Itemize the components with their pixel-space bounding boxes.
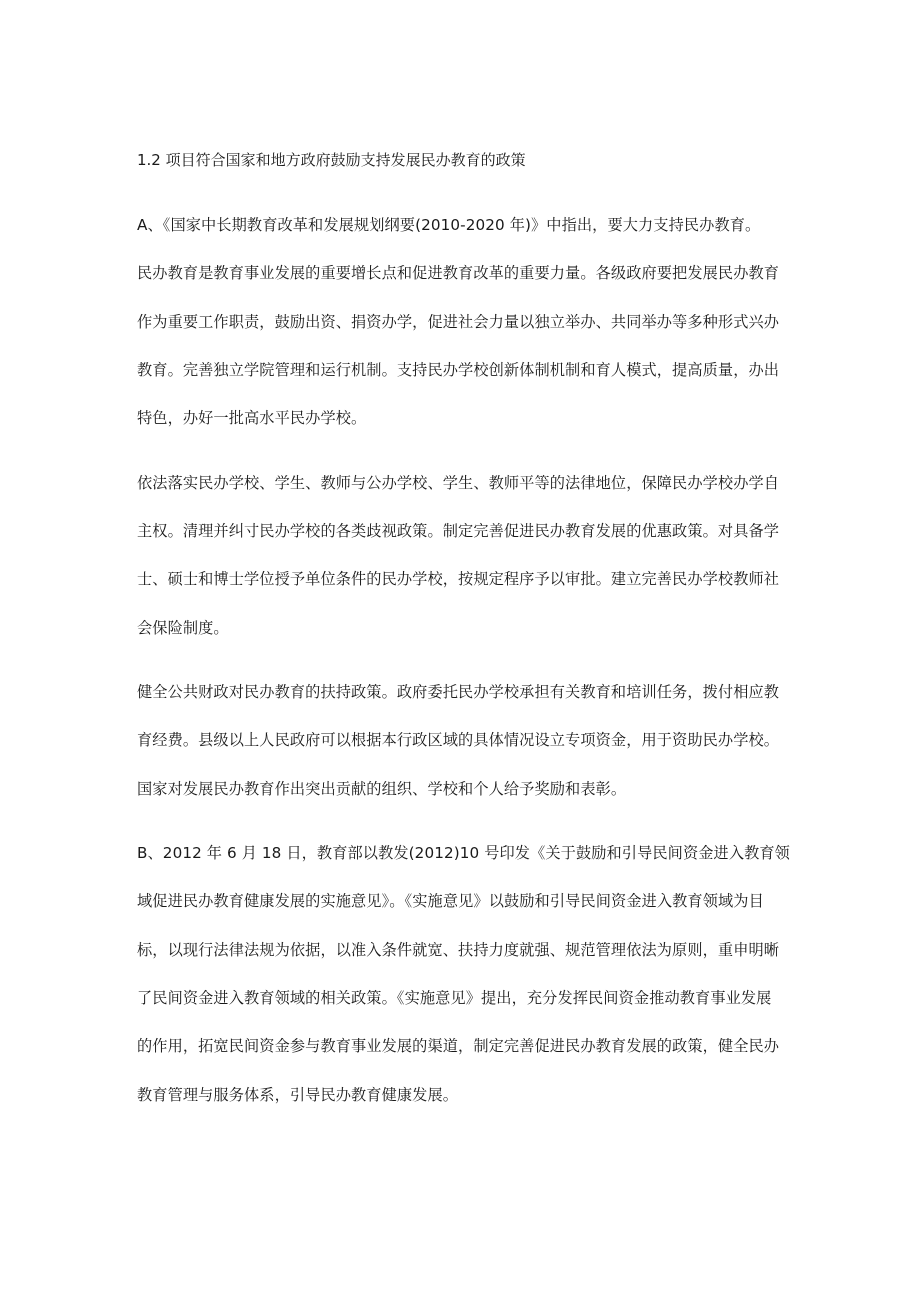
- section-b-line: 的作用，拓宽民间资金参与教育事业发展的渠道，制定完善促进民办教育发展的政策，健全民办: [137, 1037, 780, 1055]
- paragraph-line: 民办教育是教育事业发展的重要增长点和促进教育改革的重要力量。各级政府要把发展民办教育: [137, 264, 780, 282]
- paragraph-line: 主权。清理并纠寸民办学校的各类歧视政策。制定完善促进民办教育发展的优惠政策。对具备学: [137, 522, 780, 540]
- paragraph-line: 健全公共财政对民办教育的扶持政策。政府委托民办学校承担有关教育和培训任务，拨付相应教: [137, 683, 780, 701]
- section-b-line: B、2012 年 6 月 18 日，教育部以教发(2012)10 号印发《关于鼓励和引导民间资金进入教育领: [137, 844, 790, 862]
- section-b-line: 了民间资金进入教育领域的相关政策。《实施意见》提出，充分发挥民间资金推动教育事业发展: [137, 989, 772, 1007]
- paragraph-line: 特色，办好一批高水平民办学校。: [137, 409, 367, 427]
- section-b-line: 教育管理与服务体系，引导民办教育健康发展。: [137, 1086, 459, 1104]
- paragraph-line: 教育。完善独立学院管理和运行机制。支持民办学校创新体制机制和育人模式，提高质量，办出: [137, 361, 780, 379]
- section-b-line: 标，以现行法律法规为依据，以准入条件就宽、扶持力度就强、规范管理依法为原则，重申明晰: [137, 941, 780, 959]
- paragraph-line: 作为重要工作职责，鼓励出资、捐资办学，促进社会力量以独立举办、共同举办等多种形式兴办: [137, 313, 780, 331]
- section-b-line: 域促进民办教育健康发展的实施意见》。《实施意见》以鼓励和引导民间资金进入教育领域为目: [137, 892, 764, 910]
- section-heading: 1.2 项目符合国家和地方政府鼓励支持发展民办教育的政策: [137, 151, 526, 169]
- section-a-intro: A、《国家中长期教育改革和发展规划纲要(2010-2020 年)》中指出，要大力支持民办教育。: [137, 216, 761, 234]
- paragraph-line: 会保险制度。: [137, 619, 229, 637]
- paragraph-line: 士、硕士和博士学位授予单位条件的民办学校，按规定程序予以审批。建立完善民办学校教师社: [137, 570, 780, 588]
- paragraph-line: 依法落实民办学校、学生、教师与公办学校、学生、教师平等的法律地位，保障民办学校办学自: [137, 474, 780, 492]
- paragraph-line: 育经费。县级以上人民政府可以根据本行政区域的具体情况设立专项资金，用于资助民办学校。: [137, 731, 780, 749]
- paragraph-line: 国家对发展民办教育作出突出贡献的组织、学校和个人给予奖励和表彰。: [137, 780, 627, 798]
